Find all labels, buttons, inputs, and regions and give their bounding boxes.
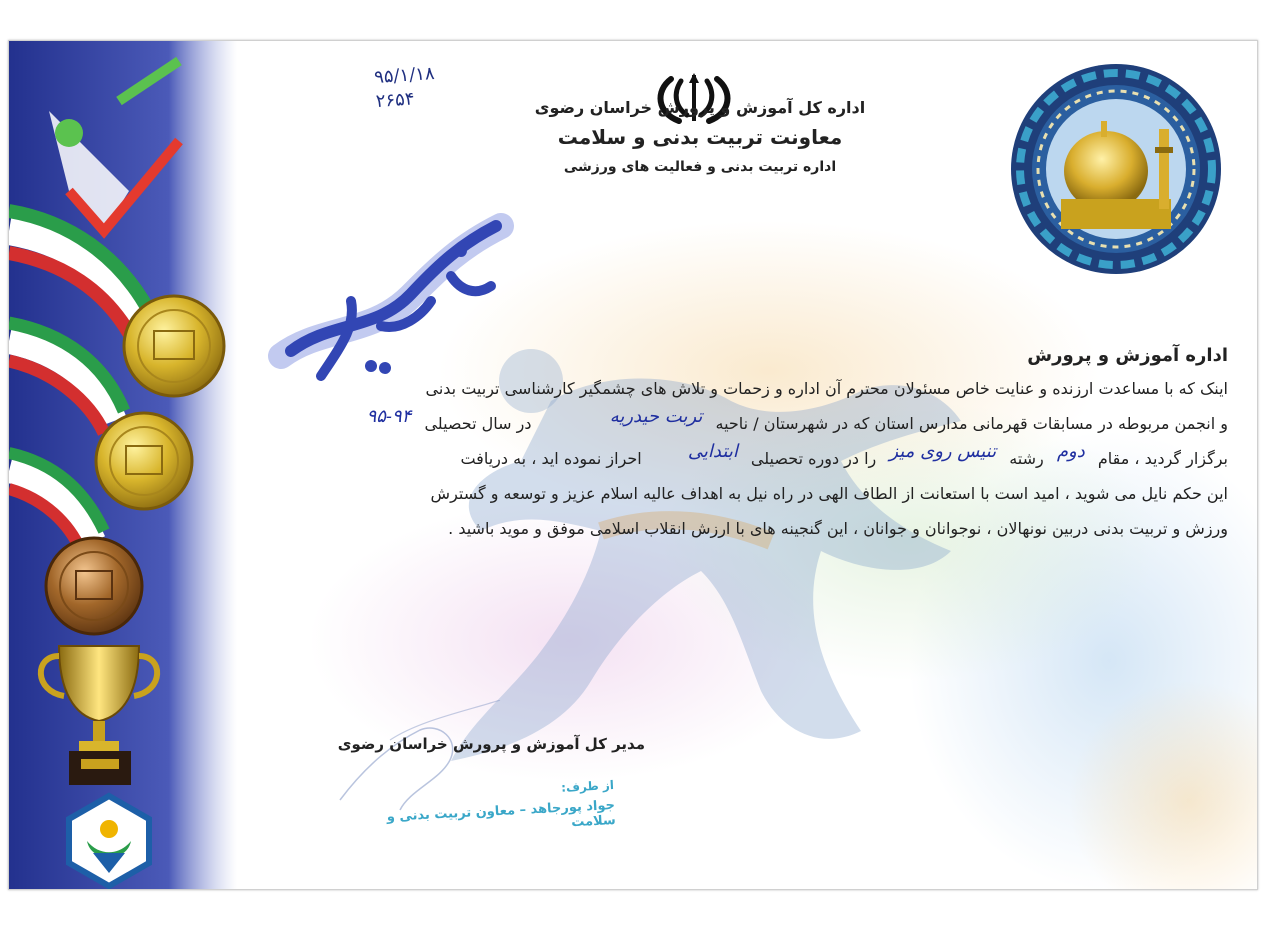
body-line-1-text: اینک که با مساعدت ارزنده و عنایت خاص مسئولان محترم آن اداره و زحمات و تلاش های چشمگیر کارشناسی تربیت بدنی bbox=[425, 379, 1228, 398]
body-line-3 bbox=[232, 441, 1228, 483]
body-line-3-field: رشته bbox=[1009, 449, 1044, 468]
body-line-3-mid: را در دوره تحصیلی bbox=[750, 449, 877, 468]
body-line-4-text: این حکم نایل می شوید ، امید است با استعانت از الطاف الهی در راه نیل به اهداف عالیه اسلام عزیز و توسعه و گسترش bbox=[430, 484, 1228, 503]
body-line-2-pre: و انجمن مربوطه در مسابقات قهرمانی مدارس استان که در شهرستان / ناحیه bbox=[715, 414, 1228, 433]
body-line-3-post: احراز نموده اید ، به دریافت bbox=[460, 449, 642, 468]
gold-medal-icon bbox=[96, 413, 192, 509]
city-handwritten: تربت حیدریه bbox=[609, 406, 703, 427]
gold-medal-icon bbox=[124, 296, 224, 396]
sport-handwritten: تنیس روی میز bbox=[889, 441, 997, 462]
rank-handwritten: دوم bbox=[1056, 441, 1085, 462]
year-handwritten: ۹۵-۹۴ bbox=[366, 406, 412, 427]
body-line-4 bbox=[232, 483, 1228, 518]
education-logo-icon bbox=[69, 796, 149, 886]
reference-block bbox=[373, 62, 437, 114]
body-line-5 bbox=[232, 518, 1228, 553]
body-line-3-pre: برگزار گردید ، مقام bbox=[1097, 449, 1228, 468]
certificate-body bbox=[232, 345, 1228, 553]
issuer-header bbox=[470, 92, 930, 181]
header-line-1: اداره کل آموزش و پرورش خراسان رضوی bbox=[534, 98, 866, 117]
signatory-name: جواد پورجاهد – معاون تربیت بدنی و سلامت bbox=[386, 797, 617, 831]
on-behalf-label: از طرف: bbox=[560, 777, 615, 795]
header-line-2: معاونت تربیت بدنی و سلامت bbox=[557, 125, 843, 149]
medal-side-panel bbox=[9, 41, 237, 889]
recipient-org: اداره آموزش و پرورش bbox=[1027, 345, 1228, 366]
reference-date: ۹۵/۱/۱۸ bbox=[373, 62, 436, 89]
level-handwritten: ابتدایی bbox=[687, 441, 738, 462]
bronze-medal-icon bbox=[46, 538, 142, 634]
reference-number: ۲۶۵۴ bbox=[375, 88, 416, 113]
signatory-title: مدیر کل آموزش و پرورش خراسان رضوی bbox=[337, 735, 645, 753]
header-line-3: اداره تربیت بدنی و فعالیت های ورزشی bbox=[563, 159, 837, 175]
shrine-rosette-icon bbox=[991, 59, 1251, 279]
body-line-5-text: ورزش و تربیت بدنی دربین نونهالان ، نوجوانان و جوانان ، این گنجینه های با ارزش انقلاب اسلامی موفق و موید باشید . bbox=[448, 519, 1228, 538]
body-line-2-mid: در سال تحصیلی bbox=[424, 414, 532, 433]
